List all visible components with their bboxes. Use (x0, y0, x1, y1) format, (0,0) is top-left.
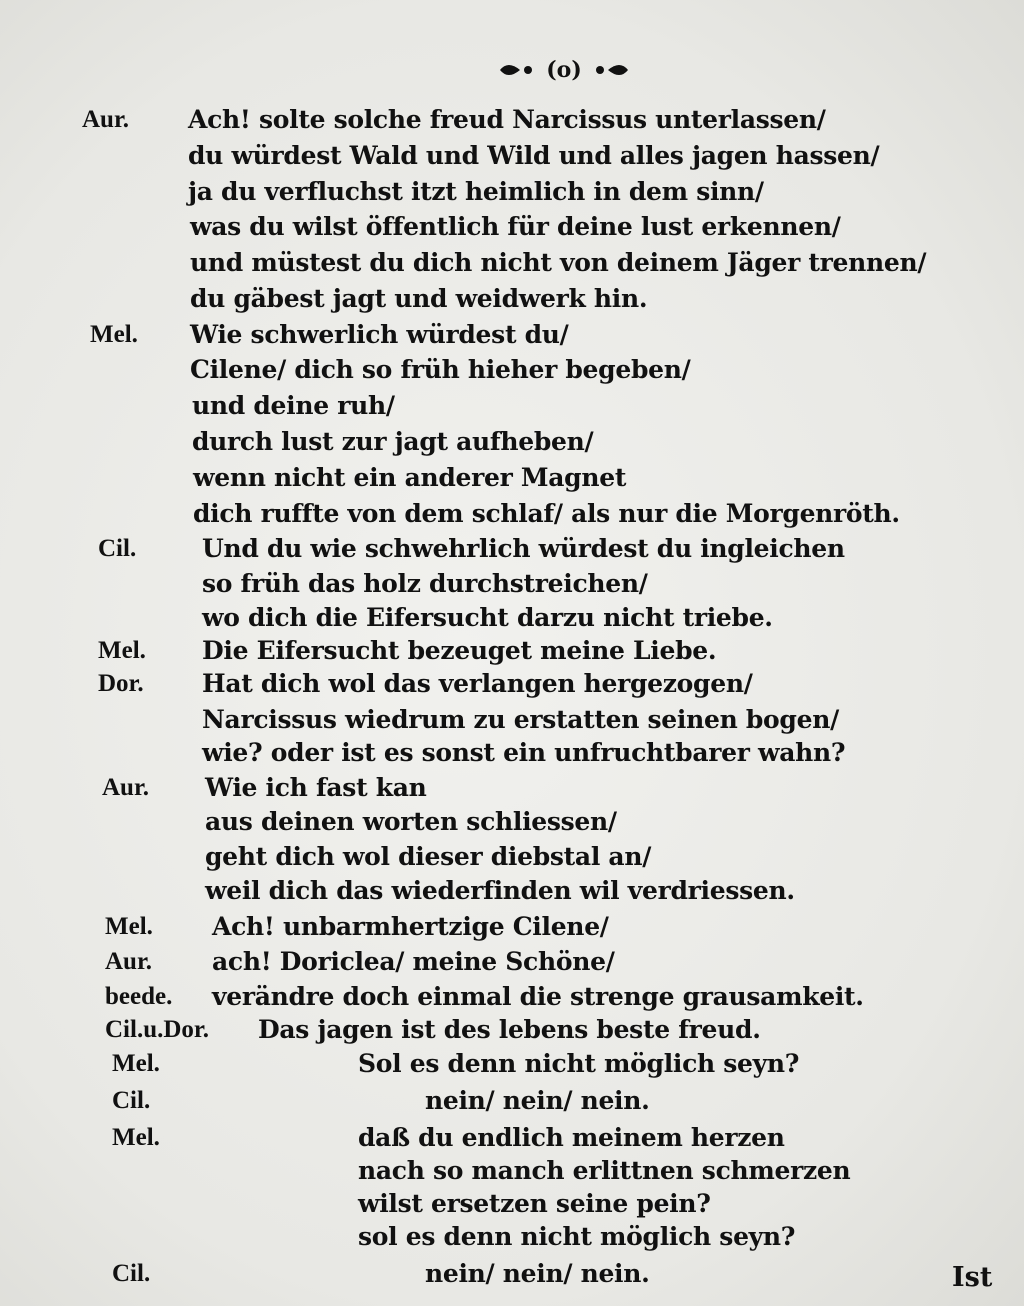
catchword: Ist (952, 1262, 993, 1293)
verse-text: Narcissus wiedrum zu erstatten seinen bogen/ (202, 705, 839, 734)
ornament-label: (o) (546, 57, 582, 83)
speaker-label: Cil. (98, 535, 137, 562)
verse-text: Hat dich wol das verlangen hergezogen/ (202, 669, 753, 698)
verse-text: Cilene/ dich so früh hieher begeben/ (190, 355, 691, 384)
speaker-label: Mel. (105, 913, 153, 940)
verse-text: und deine ruh/ (192, 391, 395, 420)
verse-text: Sol es denn nicht möglich seyn? (358, 1049, 800, 1078)
verse-text: geht dich wol dieser diebstal an/ (205, 842, 652, 871)
verse-text: und müstest du dich nicht von deinem Jäger trennen/ (190, 248, 927, 277)
verse-text: wilst ersetzen seine pein? (358, 1189, 711, 1218)
speaker-label: Mel. (112, 1124, 160, 1151)
verse-text: so früh das holz durchstreichen/ (202, 569, 648, 598)
speaker-label: Mel. (98, 637, 146, 664)
verse-text: wenn nicht ein anderer Magnet (193, 463, 627, 492)
verse-text: aus deinen worten schliessen/ (205, 807, 617, 836)
verse-text: nach so manch erlittnen schmerzen (358, 1156, 851, 1185)
verse-text: Ach! solte solche freud Narcissus unterlassen/ (188, 105, 826, 134)
verse-text: dich ruffte von dem schlaf/ als nur die Morgenröth. (193, 499, 900, 528)
verse-text: Und du wie schwehrlich würdest du ingleichen (202, 534, 845, 563)
verse-text: du würdest Wald und Wild und alles jagen hassen/ (188, 141, 880, 170)
verse-text: Wie ich fast kan (205, 773, 427, 802)
verse-text: wo dich die Eifersucht darzu nicht triebe. (202, 603, 773, 632)
verse-text: verändre doch einmal die strenge grausamkeit. (212, 982, 864, 1011)
verse-text: du gäbest jagt und weidwerk hin. (190, 284, 648, 313)
speaker-label: Aur. (82, 106, 130, 133)
verse-text: Das jagen ist des lebens beste freud. (258, 1015, 761, 1044)
verse-text: nein/ nein/ nein. (425, 1086, 650, 1115)
page-header-ornament (498, 56, 630, 84)
verse-text: ach! Doriclea/ meine Schöne/ (212, 947, 615, 976)
speaker-label: Cil. (112, 1260, 151, 1287)
verse-text: Die Eifersucht bezeuget meine Liebe. (202, 636, 717, 665)
verse-text: nein/ nein/ nein. (425, 1259, 650, 1288)
verse-text: wie? oder ist es sonst ein unfruchtbarer wahn? (202, 738, 846, 767)
verse-text: was du wilst öffentlich für deine lust erkennen/ (190, 212, 841, 241)
verse-text: durch lust zur jagt aufheben/ (192, 427, 594, 456)
speaker-label: Dor. (98, 670, 144, 697)
speaker-label: Cil. (112, 1087, 151, 1114)
verse-text: sol es denn nicht möglich seyn? (358, 1222, 796, 1251)
speaker-label: beede. (105, 983, 173, 1010)
verse-text: ja du verfluchst itzt heimlich in dem sinn/ (188, 177, 764, 206)
speaker-label: Cil.u.Dor. (105, 1016, 209, 1043)
speaker-label: Aur. (105, 948, 153, 975)
speaker-label: Aur. (102, 774, 150, 801)
verse-text: Ach! unbarmhertzige Cilene/ (212, 912, 609, 941)
speaker-label: Mel. (90, 321, 138, 348)
verse-text: weil dich das wiederfinden wil verdriessen. (205, 876, 795, 905)
speaker-label: Mel. (112, 1050, 160, 1077)
verse-text: Wie schwerlich würdest du/ (190, 320, 569, 349)
verse-text: daß du endlich meinem herzen (358, 1123, 785, 1152)
